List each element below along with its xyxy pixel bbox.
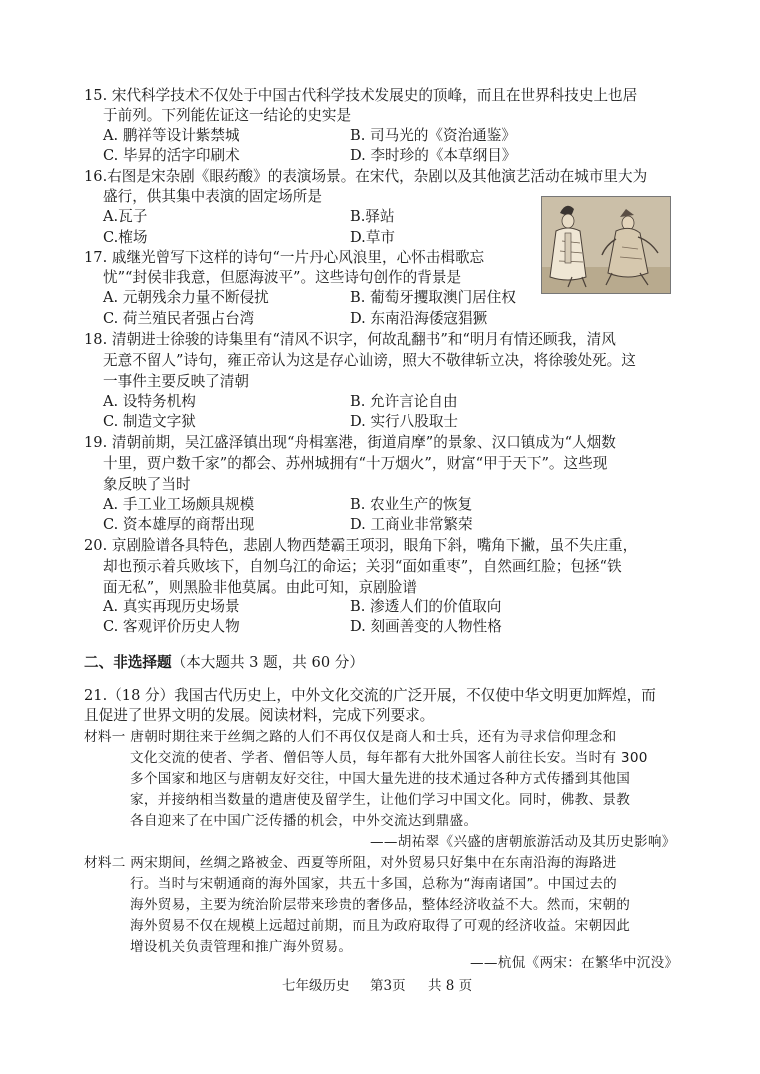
footer-page: 第3页 <box>370 978 406 994</box>
q19-stem-line1: 19. 清朝前期，吴江盛泽镇出现“舟楫塞港，街道肩摩”的景象、汉口镇成为“人烟数 <box>84 434 616 451</box>
q18-stem-line3: 一事件主要反映了清朝 <box>103 373 249 390</box>
q17-option-a: A. 元朝残余力量不断侵扰 <box>103 289 269 306</box>
q18-option-b: B. 允许言论自由 <box>350 393 458 410</box>
section-note: （本大题共 3 题，共 60 分） <box>171 654 364 671</box>
q18-option-d: D. 实行八股取士 <box>350 413 459 430</box>
q19-stem-line3: 象反映了当时 <box>103 476 191 493</box>
q18-stem-line2: 无意不留人”诗句，雍正帝认为这是存心讪谤，照大不敬律斩立决，将徐骏处死。这 <box>103 352 636 369</box>
q15-option-d: D. 李时珍的《本草纲目》 <box>350 147 517 164</box>
material2-line1: 材料二 两宋期间，丝绸之路被金、西夏等所阻，对外贸易只好集中在东南沿海的海路进 <box>84 855 617 871</box>
material2-line4: 海外贸易不仅在规模上远超过前期，而且为政府取得了可观的经济收益。宋朝因此 <box>130 918 631 934</box>
q19-option-b: B. 农业生产的恢复 <box>350 496 473 513</box>
q20-option-c: C. 客观评价历史人物 <box>103 618 240 635</box>
q20-stem-line3: 面无私”，则黑脸非他莫属。由此可知，京剧脸谱 <box>103 579 417 596</box>
q15-stem-line2: 于前列。下列能佐证这一结论的史实是 <box>103 107 352 124</box>
q16-option-b: B.驿站 <box>350 208 395 225</box>
q20-stem-line1: 20. 京剧脸谱各具特色，悲剧人物西楚霸王项羽，眼角下斜，嘴角下撇，虽不失庄重， <box>84 537 638 554</box>
q16-stem-line2: 盛行，供其集中表演的固定场所是 <box>103 188 322 205</box>
section-title: 二、非选择题 <box>84 654 172 671</box>
q17-stem-line1: 17. 戚继光曾写下这样的诗句“一片丹心风浪里，心怀击楫歌忘 <box>84 249 485 266</box>
song-zaju-painting-icon <box>542 197 670 293</box>
section-heading <box>84 653 364 673</box>
q19-option-d: D. 工商业非常繁荣 <box>350 516 473 533</box>
material1-source: ——胡祐翠《兴盛的唐朝旅游活动及其历史影响》 <box>370 834 676 850</box>
q20-option-b: B. 渗透人们的价值取向 <box>350 598 502 615</box>
material2-line5: 增设机关负责管理和推广海外贸易。 <box>130 939 353 955</box>
q18-stem-line1: 18. 清朝进士徐骏的诗集里有“清风不识字，何故乱翻书”和“明月有情还顾我，清风 <box>84 331 616 348</box>
material1-line4: 家，并接纳相当数量的遣唐使及留学生，让他们学习中国文化。同时，佛教、景教 <box>130 792 631 808</box>
material1-line2: 文化交流的使者、学者、僧侣等人员，每年都有大批外国客人前往长安。当时有 300 <box>130 750 648 766</box>
q16-option-a: A.瓦子 <box>103 208 148 225</box>
q15-option-c: C. 毕昇的活字印刷术 <box>103 147 240 164</box>
song-zaju-painting <box>541 196 671 294</box>
q18-option-a: A. 设特务机构 <box>103 393 196 410</box>
q20-option-a: A. 真实再现历史场景 <box>103 598 240 615</box>
q15-stem-line1: 15. 宋代科学技术不仅处于中国古代科学技术发展史的顶峰，而且在世界科技史上也居 <box>84 87 638 104</box>
footer-subject: 七年级历史 <box>282 978 350 994</box>
material1-line1: 材料一 唐朝时期往来于丝绸之路的人们不再仅仅是商人和士兵，还有为寻求信仰理念和 <box>84 729 617 745</box>
q21-stem-line2: 且促进了世界文明的发展。阅读材料，完成下列要求。 <box>84 707 435 724</box>
material1-line3: 多个国家和地区与唐朝友好交往，中国大量先进的技术通过各种方式传播到其他国 <box>130 771 631 787</box>
q17-option-b: B. 葡萄牙攫取澳门居住权 <box>350 289 516 306</box>
q20-option-d: D. 刻画善变的人物性格 <box>350 618 502 635</box>
q17-stem-line2: 忧”“封侯非我意，但愿海波平”。这些诗句创作的背景是 <box>103 269 462 286</box>
q20-stem-line2: 却也预示着兵败垓下，自刎乌江的命运；关羽“面如重枣”，自然画红脸；包拯“铁 <box>103 558 622 575</box>
q16-option-d: D.草市 <box>350 229 396 246</box>
material2-source: ——杭侃《两宋：在繁华中沉没》 <box>470 955 679 971</box>
material1-line5: 各自迎来了在中国广泛传播的机会，中外交流达到鼎盛。 <box>130 813 478 829</box>
q16-stem-line1: 16.右图是宋杂剧《眼药酸》的表演场景。在宋代，杂剧以及其他演艺活动在城市里大为 <box>84 168 648 185</box>
q17-option-c: C. 荷兰殖民者强占台湾 <box>103 310 255 327</box>
q19-option-a: A. 手工业工场颇具规模 <box>103 496 255 513</box>
q19-stem-line2: 十里，贾户数千家”的都会、苏州城拥有“十万烟火”，财富“甲于天下”。这些现 <box>103 455 608 472</box>
q21-stem-line1: 21.（18 分）我国古代历史上，中外文化交流的广泛开展，不仅使中华文明更加辉煌，而 <box>84 687 656 704</box>
q15-option-b: B. 司马光的《资治通鉴》 <box>350 127 516 144</box>
q16-option-c: C.榷场 <box>103 229 148 246</box>
q19-option-c: C. 资本雄厚的商帮出现 <box>103 516 255 533</box>
q17-option-d: D. 东南沿海倭寇猖獗 <box>350 310 488 327</box>
material2-line3: 海外贸易，主要为统治阶层带来珍贵的奢侈品，整体经济收益不大。然而，宋朝的 <box>130 897 631 913</box>
footer-total: 共 8 页 <box>428 978 473 994</box>
q15-option-a: A. 鹏祥等设计紫禁城 <box>103 127 240 144</box>
material2-line2: 行。当时与宋朝通商的海外国家，共五十多国，总称为“海南诸国”。中国过去的 <box>130 876 618 892</box>
q18-option-c: C. 制造文字狱 <box>103 413 196 430</box>
